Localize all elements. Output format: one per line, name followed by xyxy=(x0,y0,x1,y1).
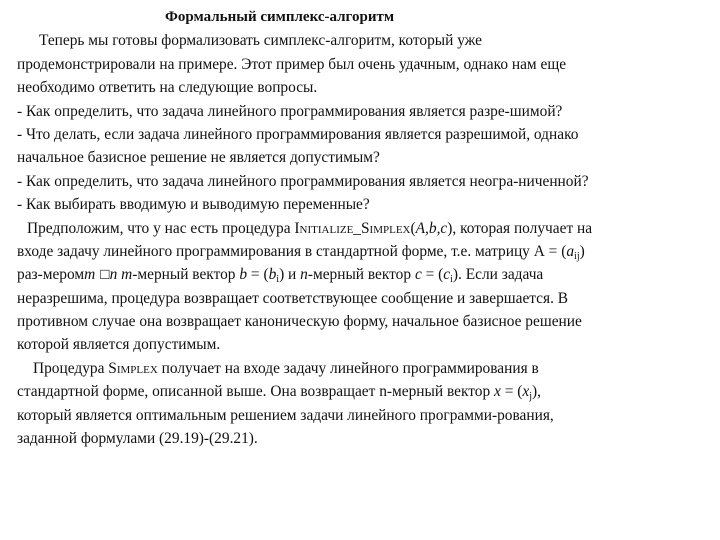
math-subscript: i xyxy=(450,274,453,286)
text-run: Предположим, что у нас есть процедура xyxy=(27,219,295,237)
text-run: = ( xyxy=(421,266,444,284)
document-text xyxy=(17,6,707,450)
math-var: n xyxy=(109,266,118,284)
question-line: - Что делать, если задача линейного программирования является разрешимой, однако xyxy=(17,125,579,143)
text-run: получает на входе задачу линейного программирования в xyxy=(157,359,539,377)
text-run: -мерный вектор xyxy=(307,266,415,284)
math-subscript: ij xyxy=(574,250,580,262)
procedure-args: A,b,c xyxy=(415,219,448,237)
paragraph-line: противном случае она возвращает каноническую форму, начальное базисное решение xyxy=(17,313,582,331)
math-var: a xyxy=(566,242,575,260)
procedure-name: Simplex xyxy=(108,359,158,377)
text-run: Процедура xyxy=(33,359,109,377)
text-run: ( xyxy=(410,219,416,237)
math-var: т xyxy=(84,266,96,284)
paragraph-line: которой является допустимым. xyxy=(17,336,221,354)
paragraph-line: продемонстрировали на примере. Этот пример был очень удачным, однако нам еще xyxy=(17,55,567,73)
text-run: ) xyxy=(579,242,585,260)
text-run: стандартной форме, описанной выше. Она возвращает n-мерный вектор xyxy=(17,383,494,401)
paragraph-line: неразрешима, процедура возвращает соответствующее сообщение и завершается. В xyxy=(17,289,569,307)
math-var: c xyxy=(414,266,422,284)
math-var: т xyxy=(121,266,133,284)
paragraph-line: Теперь мы готовы формализовать симплекс-алгоритм, который уже xyxy=(39,32,482,50)
math-var: b xyxy=(239,266,248,284)
document-title: Формальный симплекс-алгоритм xyxy=(165,9,395,25)
text-run: раз-мером xyxy=(17,266,85,284)
paragraph-line: заданной формулами (29.19)-(29.21). xyxy=(17,430,258,448)
paragraph-line xyxy=(17,240,707,263)
text-run: = ( xyxy=(247,266,269,284)
paragraph-line xyxy=(17,380,707,403)
text-run: ), которая получает на xyxy=(447,219,593,237)
math-var: x xyxy=(494,383,501,401)
text-run: = ( xyxy=(500,383,523,401)
math-subscript: j xyxy=(529,391,532,403)
text-run: ), xyxy=(531,383,541,401)
missing-glyph-box: □ xyxy=(100,266,110,284)
question-line: начальное базисное решение не является допустимым? xyxy=(17,149,380,167)
procedure-name: Initialize_Simplex xyxy=(294,219,411,237)
paragraph-line: необходимо ответить на следующие вопросы. xyxy=(17,79,318,97)
text-run: ) и xyxy=(279,266,301,284)
text-run: входе задачу линейного программирования в стандартной форме, т.е. матрицу А = ( xyxy=(17,242,567,260)
math-var: x xyxy=(522,383,530,401)
text-run: ). Если задача xyxy=(452,266,544,284)
math-subscript: i xyxy=(276,274,280,286)
paragraph-line xyxy=(17,357,707,380)
paragraph-line xyxy=(17,217,707,240)
text-run: -мерный вектор xyxy=(132,266,240,284)
math-var: n xyxy=(300,266,308,284)
paragraph-line: который является оптимальным решением задачи линейного программи-рования, xyxy=(17,406,554,424)
math-var: c xyxy=(443,266,451,284)
math-var: b xyxy=(268,266,277,284)
question-line: - Как выбирать вводимую и выводимую переменные? xyxy=(17,196,370,214)
paragraph-line xyxy=(17,263,707,286)
question-line: - Как определить, что задача линейного программирования является неогра-ниченной? xyxy=(17,172,589,190)
question-line: - Как определить, что задача линейного программирования является разре-шимой? xyxy=(17,102,563,120)
